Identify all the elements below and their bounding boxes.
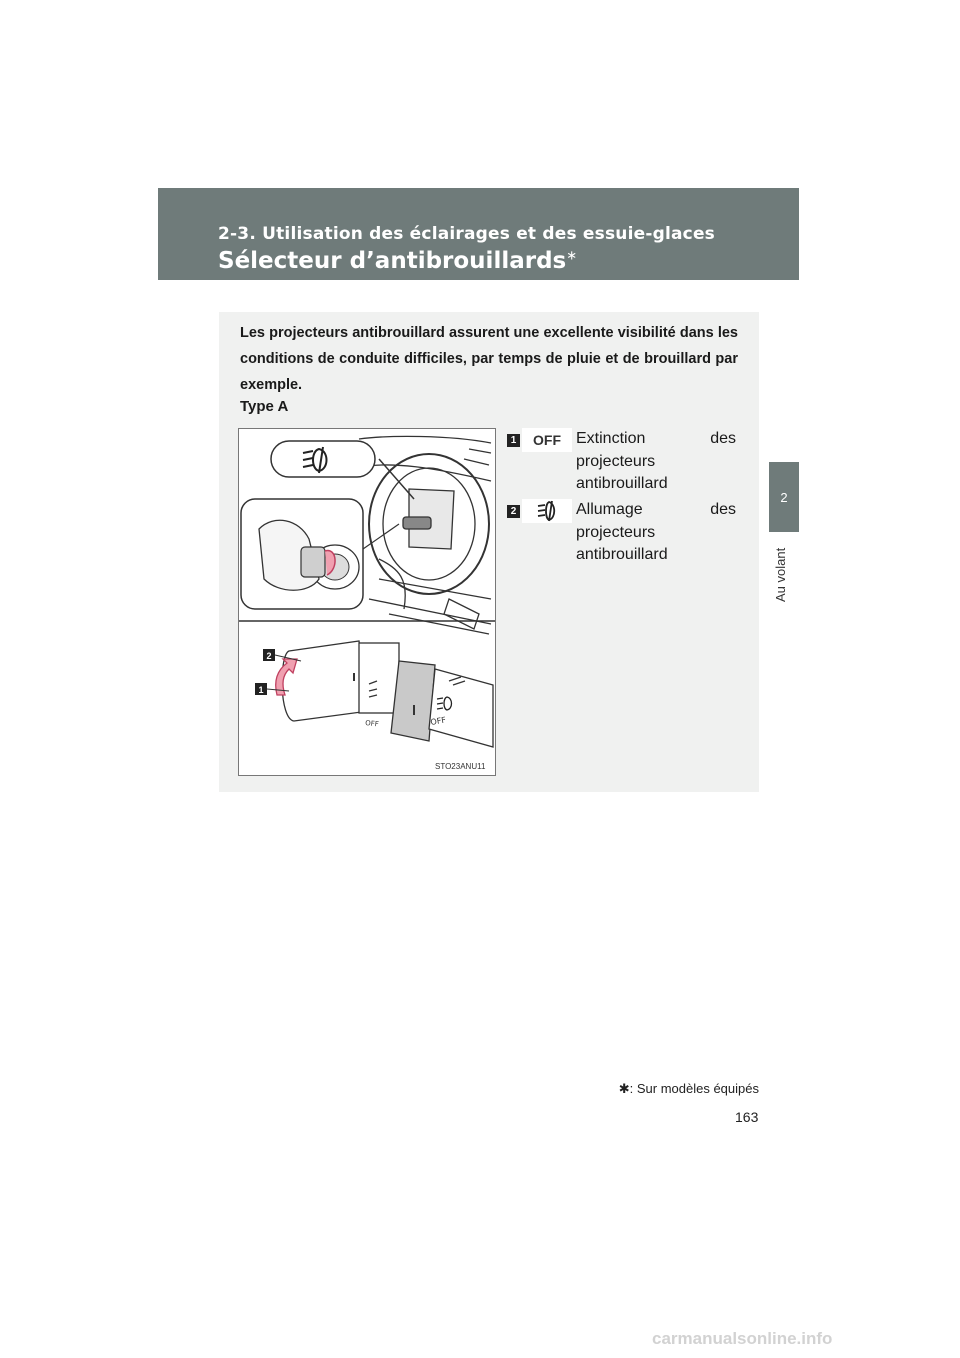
item-word-end: des bbox=[710, 430, 736, 447]
switch-off-label: OFF bbox=[429, 715, 447, 727]
item-number-badge: 1 bbox=[507, 434, 520, 447]
item-line-2: projecteurs bbox=[576, 452, 656, 470]
chapter-number: 2 bbox=[780, 490, 788, 505]
intro-paragraph: Les projecteurs antibrouillard assurent une excellente visibilité dans les conditions de conduite difficiles, par temps de pluie et de brouillard par exemple. bbox=[240, 325, 738, 393]
chapter-label: Au volant bbox=[773, 547, 788, 603]
page-number: 163 bbox=[735, 1109, 759, 1125]
callout-1: 1 bbox=[258, 685, 264, 695]
fog-switch-illustration bbox=[238, 428, 496, 776]
item-line-2: projecteurs bbox=[576, 523, 656, 541]
footnote-text: : Sur modèles équipés bbox=[629, 1081, 759, 1096]
light-switch-off-label: OFF bbox=[364, 719, 380, 729]
item-word: Extinction bbox=[576, 430, 646, 447]
footnote bbox=[619, 1081, 759, 1097]
item-description bbox=[576, 499, 736, 567]
page-title bbox=[218, 248, 577, 274]
item-line-3: antibrouillard bbox=[576, 475, 668, 492]
callout-2: 2 bbox=[266, 651, 272, 661]
watermark: carmanualsonline.info bbox=[652, 1329, 833, 1348]
chapter-tab bbox=[769, 462, 799, 532]
footnote-marker: ✱ bbox=[618, 1081, 630, 1096]
section-title: 2-3. Utilisation des éclairages et des essuie-glaces bbox=[218, 224, 715, 244]
list-item bbox=[507, 428, 739, 498]
chapter-header bbox=[158, 188, 799, 280]
list-item bbox=[507, 499, 739, 569]
page-title-text: Sélecteur d’antibrouillards bbox=[218, 248, 567, 274]
item-number-badge: 2 bbox=[507, 505, 520, 518]
fog-lamp-icon bbox=[522, 499, 572, 523]
switch-stalk-drawing bbox=[282, 641, 493, 747]
item-word-end: des bbox=[710, 501, 736, 518]
type-label: Type A bbox=[240, 398, 289, 415]
optional-equipment-marker: ∗ bbox=[566, 248, 578, 264]
item-description bbox=[576, 428, 736, 496]
off-symbol: OFF bbox=[522, 428, 572, 452]
figure-code: STO23ANU11 bbox=[435, 762, 486, 771]
item-word: Allumage bbox=[576, 501, 643, 518]
item-line-3: antibrouillard bbox=[576, 546, 668, 563]
